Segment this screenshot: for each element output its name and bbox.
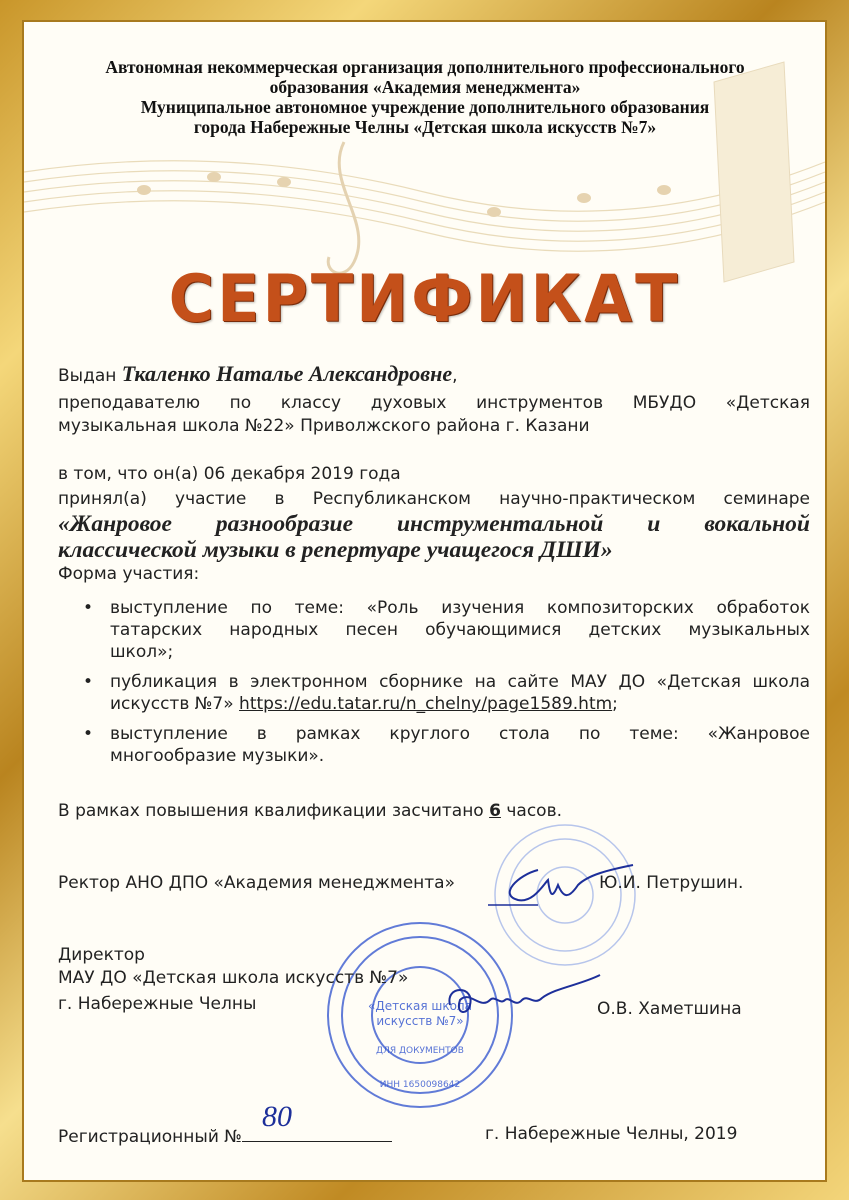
recipient-block [58, 362, 810, 438]
stamp-inn: ИНН 1650098642 [379, 1080, 461, 1090]
director-signature [430, 970, 610, 1030]
bullet-icon: • [83, 598, 94, 618]
stamp-text-2: искусств №7» [376, 1014, 464, 1028]
seminar-title-line-2: классической музыки в репертуаре учащегося ДШИ» [58, 537, 613, 563]
header-line-4: города Набережные Челны «Детская школа искусств №7» [193, 117, 657, 137]
director-org: МАУ ДО «Детская школа искусств №7» [58, 968, 409, 988]
list-item: • выступление по теме: «Роль изучения композиторских обработок татарских народных песен обучающимися детских музыкальных школ»; [83, 598, 810, 662]
hours-line: В рамках повышения квалификации засчитано 6 часов. [58, 801, 562, 821]
recipient-name: Ткаленко Наталье Александровне [121, 361, 453, 386]
issuer-header [40, 57, 810, 137]
director-name: О.В. Хаметшина [597, 999, 742, 1019]
stamp-text-1: «Детская школа [368, 999, 472, 1013]
took-part-line: принял(а) участие в Республиканском научно-практическом семинаре [58, 489, 810, 509]
bullet-icon: • [83, 672, 94, 692]
registration-number: 80 [261, 1100, 292, 1133]
certificate-title: СЕРТИФИКАТ [168, 260, 681, 337]
registration-field [242, 1100, 392, 1142]
director-title: Директор [58, 945, 145, 965]
header-line-3: Муниципальное автономное учреждение дополнительного образования [140, 97, 710, 117]
position-line-1: преподавателю по классу духовых инструментов МБУДО «Детская [58, 393, 810, 413]
date-line: в том, что он(а) 06 декабря 2019 года [58, 464, 401, 484]
registration-block [58, 1100, 392, 1149]
seminar-title-line-1: «Жанровое разнообразие инструментальной и вокальной [58, 511, 810, 537]
participation-block [58, 463, 810, 586]
bullet-icon: • [83, 724, 94, 744]
form-label: Форма участия: [58, 564, 200, 584]
position-line-2: музыкальная школа №22» Приволжского района г. Казани [58, 416, 590, 436]
list-item: • выступление в рамках круглого стола по теме: «Жанровое многообразие музыки». [83, 724, 810, 766]
header-line-1: Автономная некоммерческая организация дополнительного профессионального [105, 57, 745, 77]
issued-prefix: Выдан [58, 366, 122, 386]
name-suffix: , [452, 366, 458, 386]
participation-forms-list [58, 597, 810, 775]
list-item: • публикация в электронном сборнике на сайте МАУ ДО «Детская школа искусств №7» https://edu.tatar.ru/n_chelny/page1589.htm; [83, 672, 810, 714]
registration-label: Регистрационный № [58, 1127, 242, 1147]
director-city: г. Набережные Челны [58, 994, 257, 1014]
stamp-text-3: ДЛЯ ДОКУМЕНТОВ [376, 1046, 464, 1056]
rector-name: Ю.И. Петрушин. [599, 873, 744, 893]
header-line-2: образования «Академия менеджмента» [269, 77, 581, 97]
hours-value: 6 [489, 801, 501, 821]
city-year: г. Набережные Челны, 2019 [485, 1124, 738, 1144]
rector-title: Ректор АНО ДПО «Академия менеджмента» [58, 873, 456, 893]
publication-link[interactable]: https://edu.tatar.ru/n_chelny/page1589.htm [239, 694, 613, 714]
